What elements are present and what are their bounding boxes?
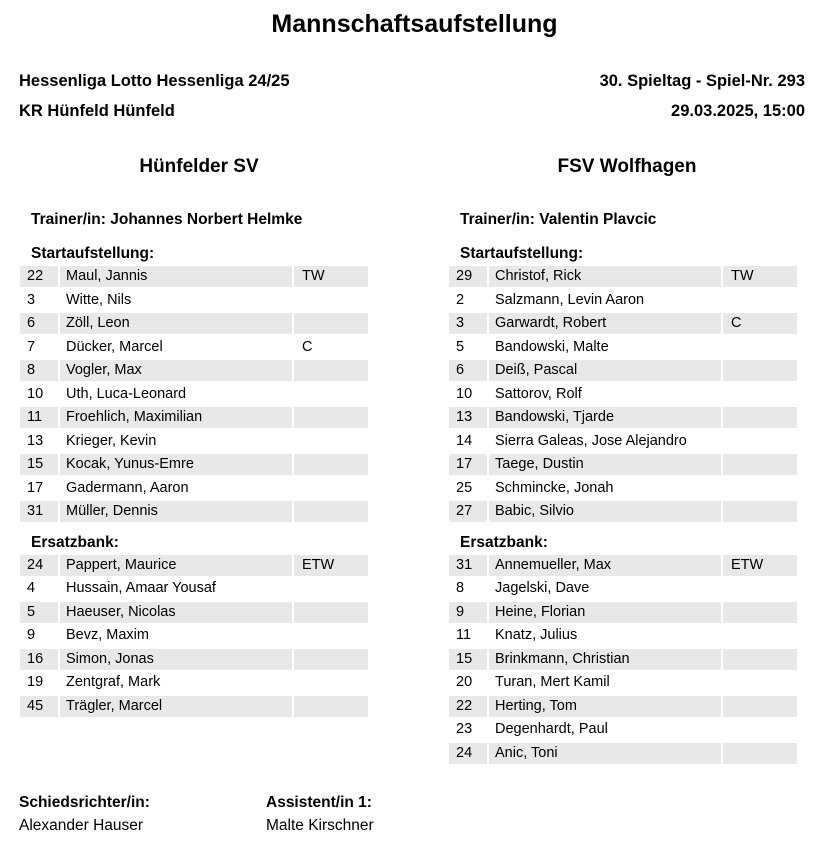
player-number: 9 (449, 602, 487, 623)
player-row (20, 602, 380, 626)
player-number: 27 (449, 501, 487, 522)
player-number: 4 (27, 580, 36, 596)
player-row (449, 454, 809, 478)
player-number: 45 (20, 696, 58, 717)
home-start-label: Startaufstellung: (31, 245, 155, 262)
player-row (20, 454, 380, 478)
assistant-name: Malte Kirschner (266, 817, 374, 834)
referee-name: Alexander Hauser (19, 817, 144, 834)
player-name: Degenhardt, Paul (495, 721, 608, 737)
player-row (449, 696, 809, 720)
player-name: Anic, Toni (489, 743, 721, 764)
player-name: Bandowski, Malte (495, 338, 609, 355)
player-row (449, 625, 809, 649)
player-name: Jagelski, Dave (495, 580, 590, 596)
player-name: Trägler, Marcel (60, 696, 292, 717)
player-row (449, 649, 809, 673)
away-start-list (449, 266, 809, 525)
player-role (294, 578, 368, 599)
player-number: 6 (20, 313, 58, 334)
player-name: Herting, Tom (489, 696, 721, 717)
player-name: Kocak, Yunus-Emre (60, 454, 292, 475)
player-name: Hussain, Amaar Yousaf (66, 580, 216, 596)
player-row (449, 360, 809, 384)
player-role (294, 360, 368, 381)
player-role (294, 384, 368, 405)
away-team-name: FSV Wolfhagen (557, 156, 697, 177)
home-trainer: Trainer/in: Johannes Norbert Helmke (31, 211, 303, 228)
home-lineup (20, 208, 380, 719)
player-role (723, 407, 797, 428)
away-bench-list (449, 555, 809, 767)
player-role (294, 672, 368, 693)
player-name: Dücker, Marcel (66, 338, 163, 355)
player-number: 14 (456, 432, 473, 449)
player-role (294, 602, 368, 623)
player-name: Schmincke, Jonah (495, 479, 614, 496)
player-role (723, 578, 797, 599)
home-bench-label: Ersatzbank: (31, 533, 119, 551)
player-number: 15 (449, 649, 487, 670)
player-number: 6 (449, 360, 487, 381)
player-number: 25 (456, 479, 473, 496)
player-row (20, 501, 380, 525)
player-number: 11 (20, 407, 58, 428)
player-role (294, 649, 368, 670)
player-row (449, 602, 809, 626)
player-row (449, 407, 809, 431)
player-name: Vogler, Max (60, 360, 292, 381)
home-start-list (20, 266, 380, 525)
player-number: 15 (20, 454, 58, 475)
player-row (20, 360, 380, 384)
player-role (294, 696, 368, 717)
player-row (449, 501, 809, 525)
player-name: Bevz, Maxim (66, 627, 149, 643)
player-role (294, 407, 368, 428)
matchday-info: 30. Spieltag - Spiel-Nr. 293 (599, 72, 805, 90)
player-role (294, 313, 368, 334)
player-number: 31 (20, 501, 58, 522)
player-role (723, 290, 797, 311)
player-role: ETW (723, 555, 797, 576)
player-row (449, 672, 809, 696)
player-number: 9 (27, 627, 36, 643)
player-name: Knatz, Julius (495, 627, 578, 643)
player-name: Garwardt, Robert (489, 313, 721, 334)
player-role (723, 625, 797, 646)
player-name: Gadermann, Aaron (66, 479, 189, 496)
player-row (449, 266, 809, 290)
player-number: 10 (27, 385, 44, 402)
player-number: 8 (456, 580, 465, 596)
player-role (723, 431, 797, 452)
player-role: ETW (294, 555, 368, 576)
player-row (449, 555, 809, 579)
away-start-label: Startaufstellung: (460, 245, 584, 262)
player-name: Salzmann, Levin Aaron (495, 291, 645, 308)
player-number: 24 (449, 743, 487, 764)
player-name: Simon, Jonas (60, 649, 292, 670)
player-name: Babic, Silvio (489, 501, 721, 522)
home-team-name: Hünfelder SV (139, 156, 259, 177)
assistant-label: Assistent/in 1: (266, 794, 372, 811)
player-name: Uth, Luca-Leonard (66, 385, 187, 402)
player-number: 20 (456, 674, 473, 690)
player-number: 8 (20, 360, 58, 381)
player-role (294, 501, 368, 522)
player-row (449, 313, 809, 337)
player-number: 13 (27, 432, 44, 449)
player-role (723, 743, 797, 764)
player-row (20, 649, 380, 673)
player-role (723, 454, 797, 475)
player-role (723, 384, 797, 405)
player-role (723, 649, 797, 670)
player-role (723, 696, 797, 717)
player-number: 10 (456, 385, 473, 402)
player-row (20, 555, 380, 579)
player-name: Brinkmann, Christian (489, 649, 721, 670)
player-name: Haeuser, Nicolas (60, 602, 292, 623)
player-name: Deiß, Pascal (489, 360, 721, 381)
player-row (20, 625, 380, 649)
player-role (723, 360, 797, 381)
player-name: Bandowski, Tjarde (489, 407, 721, 428)
player-row (449, 431, 809, 455)
player-row (20, 696, 380, 720)
match-datetime: 29.03.2025, 15:00 (671, 102, 805, 120)
player-role (294, 454, 368, 475)
player-number: 5 (456, 338, 465, 355)
player-number: 5 (20, 602, 58, 623)
player-name: Froehlich, Maximilian (60, 407, 292, 428)
player-name: Sattorov, Rolf (495, 385, 582, 402)
player-name: Müller, Dennis (60, 501, 292, 522)
page-title: Mannschaftsaufstellung (271, 10, 558, 38)
player-number: 17 (27, 479, 44, 496)
player-role (294, 290, 368, 311)
player-role: TW (723, 266, 797, 287)
player-number: 3 (27, 291, 36, 308)
player-row (20, 337, 380, 361)
player-number: 19 (27, 674, 44, 690)
player-name: Maul, Jannis (60, 266, 292, 287)
player-name: Taege, Dustin (489, 454, 721, 475)
player-number: 29 (449, 266, 487, 287)
player-number: 11 (456, 627, 472, 643)
player-row (449, 578, 809, 602)
player-role (294, 478, 368, 499)
player-role (723, 602, 797, 623)
player-row (20, 407, 380, 431)
league-name: Hessenliga Lotto Hessenliga 24/25 (19, 72, 290, 90)
player-number: 24 (20, 555, 58, 576)
player-row (449, 337, 809, 361)
player-row (20, 266, 380, 290)
player-role (723, 478, 797, 499)
player-number: 22 (20, 266, 58, 287)
player-name: Christof, Rick (489, 266, 721, 287)
player-name: Zentgraf, Mark (66, 674, 161, 690)
venue: KR Hünfeld Hünfeld (19, 102, 175, 120)
player-role: TW (294, 266, 368, 287)
away-bench-label: Ersatzbank: (460, 533, 548, 551)
player-name: Pappert, Maurice (60, 555, 292, 576)
player-row (20, 313, 380, 337)
player-name: Krieger, Kevin (66, 432, 157, 449)
player-row (449, 290, 809, 314)
away-lineup (449, 208, 809, 766)
player-number: 3 (449, 313, 487, 334)
player-row (20, 384, 380, 408)
player-role: C (723, 313, 797, 334)
player-role (294, 431, 368, 452)
player-name: Sierra Galeas, Jose Alejandro (495, 432, 687, 449)
player-role (294, 625, 368, 646)
player-number: 17 (449, 454, 487, 475)
player-number: 16 (20, 649, 58, 670)
player-row (20, 672, 380, 696)
player-number: 31 (449, 555, 487, 576)
player-name: Heine, Florian (489, 602, 721, 623)
player-name: Witte, Nils (66, 291, 132, 308)
player-row (20, 431, 380, 455)
player-role (723, 719, 797, 740)
player-row (20, 478, 380, 502)
player-row (449, 743, 809, 767)
player-name: Zöll, Leon (60, 313, 292, 334)
player-row (449, 719, 809, 743)
player-row (20, 290, 380, 314)
player-number: 2 (456, 291, 465, 308)
referee-label: Schiedsrichter/in: (19, 794, 150, 811)
player-role (723, 337, 797, 358)
away-trainer: Trainer/in: Valentin Plavcic (460, 211, 657, 228)
home-bench-list (20, 555, 380, 720)
player-number: 23 (456, 721, 473, 737)
player-role: C (302, 338, 313, 355)
player-row (20, 578, 380, 602)
player-number: 7 (27, 338, 36, 355)
player-row (449, 384, 809, 408)
player-role (723, 501, 797, 522)
player-number: 13 (449, 407, 487, 428)
player-role (723, 672, 797, 693)
player-name: Annemueller, Max (489, 555, 721, 576)
player-number: 22 (449, 696, 487, 717)
player-row (449, 478, 809, 502)
player-name: Turan, Mert Kamil (495, 674, 610, 690)
